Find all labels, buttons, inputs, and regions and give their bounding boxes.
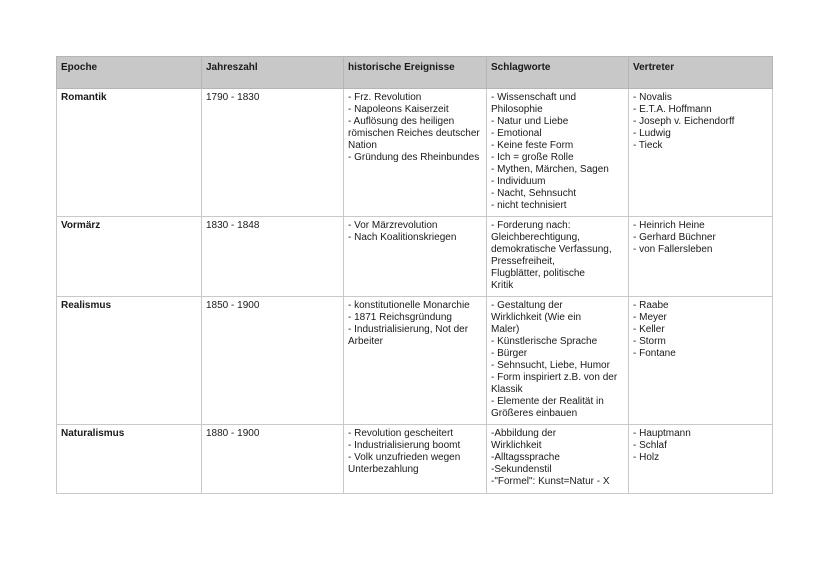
cell-line: Philosophie	[491, 104, 543, 115]
cell-line: Maler)	[491, 324, 520, 335]
header-epoche: Epoche	[57, 57, 202, 89]
cell-line: - Industrialisierung, Not der	[348, 324, 469, 335]
cell-line: - Vor Märzrevolution	[348, 220, 438, 231]
cell-line: Wirklichkeit	[491, 440, 542, 451]
cell-jahreszahl: 1830 - 1848	[202, 217, 344, 297]
cell-line: Klassik	[491, 384, 523, 395]
cell-line: - 1871 Reichsgründung	[348, 312, 452, 323]
cell-line: - Forderung nach:	[491, 220, 571, 231]
cell-line: Arbeiter	[348, 336, 384, 347]
cell-ereignisse	[344, 217, 487, 297]
cell-line: - Gerhard Büchner	[633, 232, 716, 243]
cell-line: - E.T.A. Hoffmann	[633, 104, 712, 115]
cell-line: - Heinrich Heine	[633, 220, 705, 231]
cell-line: -Alltagssprache	[491, 452, 560, 463]
cell-schlagworte	[487, 217, 629, 297]
cell-line: - Gestaltung der	[491, 300, 563, 311]
table-body	[57, 89, 773, 494]
cell-line: - Auflösung des heiligen	[348, 116, 455, 127]
cell-line: - Holz	[633, 452, 660, 463]
cell-line: - Meyer	[633, 312, 667, 323]
cell-line: - Volk unzufrieden wegen	[348, 452, 461, 463]
cell-jahreszahl: 1880 - 1900	[202, 425, 344, 494]
cell-ereignisse	[344, 425, 487, 494]
cell-line: - Bürger	[491, 348, 528, 359]
cell-line: Gleichberechtigung,	[491, 232, 580, 243]
cell-line: - Emotional	[491, 128, 542, 139]
table-row	[57, 425, 773, 494]
cell-line: - Schlaf	[633, 440, 667, 451]
cell-line: - Joseph v. Eichendorff	[633, 116, 735, 127]
cell-line: - nicht technisiert	[491, 200, 567, 211]
cell-ereignisse	[344, 297, 487, 425]
cell-line: - Keine feste Form	[491, 140, 574, 151]
header-row	[57, 57, 773, 89]
cell-schlagworte	[487, 297, 629, 425]
cell-epoche: Naturalismus	[57, 425, 202, 494]
cell-line: - Natur und Liebe	[491, 116, 569, 127]
cell-line: - Form inspiriert z.B. von der	[491, 372, 618, 383]
cell-jahreszahl: 1790 - 1830	[202, 89, 344, 217]
cell-line: -Abbildung der	[491, 428, 557, 439]
cell-line: - Ludwig	[633, 128, 671, 139]
cell-line: Flugblätter, politische	[491, 268, 585, 279]
header-vertreter: Vertreter	[629, 57, 773, 89]
table-row	[57, 217, 773, 297]
cell-line: - Hauptmann	[633, 428, 691, 439]
cell-line: römischen Reiches deutscher	[348, 128, 480, 139]
table-row	[57, 89, 773, 217]
cell-vertreter	[629, 89, 773, 217]
cell-line: - Tieck	[633, 140, 663, 151]
cell-schlagworte	[487, 425, 629, 494]
cell-line: - Raabe	[633, 300, 669, 311]
cell-line: -"Formel": Kunst=Natur - X	[491, 476, 610, 487]
cell-line: - Keller	[633, 324, 665, 335]
cell-line: - Frz. Revolution	[348, 92, 422, 103]
cell-vertreter	[629, 297, 773, 425]
cell-line: - Ich = große Rolle	[491, 152, 574, 163]
cell-line: demokratische Verfassung,	[491, 244, 612, 255]
cell-jahreszahl: 1850 - 1900	[202, 297, 344, 425]
cell-line: - Nacht, Sehnsucht	[491, 188, 577, 199]
cell-epoche: Realismus	[57, 297, 202, 425]
cell-schlagworte	[487, 89, 629, 217]
header-ereignisse: historische Ereignisse	[344, 57, 487, 89]
cell-line: - Wissenschaft und	[491, 92, 577, 103]
cell-line: - Künstlerische Sprache	[491, 336, 598, 347]
cell-epoche: Vormärz	[57, 217, 202, 297]
cell-line: - Napoleons Kaiserzeit	[348, 104, 449, 115]
cell-line: - Mythen, Märchen, Sagen	[491, 164, 609, 175]
cell-line: -Sekundenstil	[491, 464, 552, 475]
cell-line: Wirklichkeit (Wie ein	[491, 312, 582, 323]
cell-line: Pressefreiheit,	[491, 256, 555, 267]
cell-line: - Nach Koalitionskriegen	[348, 232, 457, 243]
cell-line: - Revolution gescheitert	[348, 428, 454, 439]
cell-line: Nation	[348, 140, 377, 151]
table-row	[57, 297, 773, 425]
cell-vertreter	[629, 217, 773, 297]
cell-line: - Storm	[633, 336, 666, 347]
cell-line: - Elemente der Realität in	[491, 396, 604, 407]
cell-line: - Novalis	[633, 92, 672, 103]
cell-line: Kritik	[491, 280, 514, 291]
cell-line: Unterbezahlung	[348, 464, 419, 475]
cell-line: - konstitutionelle Monarchie	[348, 300, 470, 311]
cell-line: - Industrialisierung boomt	[348, 440, 461, 451]
epochen-table	[56, 56, 773, 494]
cell-line: - Individuum	[491, 176, 546, 187]
cell-line: - Gründung des Rheinbundes	[348, 152, 480, 163]
cell-line: - von Fallersleben	[633, 244, 713, 255]
cell-line: Größeres einbauen	[491, 408, 578, 419]
cell-line: - Sehnsucht, Liebe, Humor	[491, 360, 610, 371]
cell-ereignisse	[344, 89, 487, 217]
cell-epoche: Romantik	[57, 89, 202, 217]
header-schlagworte: Schlagworte	[487, 57, 629, 89]
cell-line: - Fontane	[633, 348, 676, 359]
header-jahreszahl: Jahreszahl	[202, 57, 344, 89]
cell-vertreter	[629, 425, 773, 494]
